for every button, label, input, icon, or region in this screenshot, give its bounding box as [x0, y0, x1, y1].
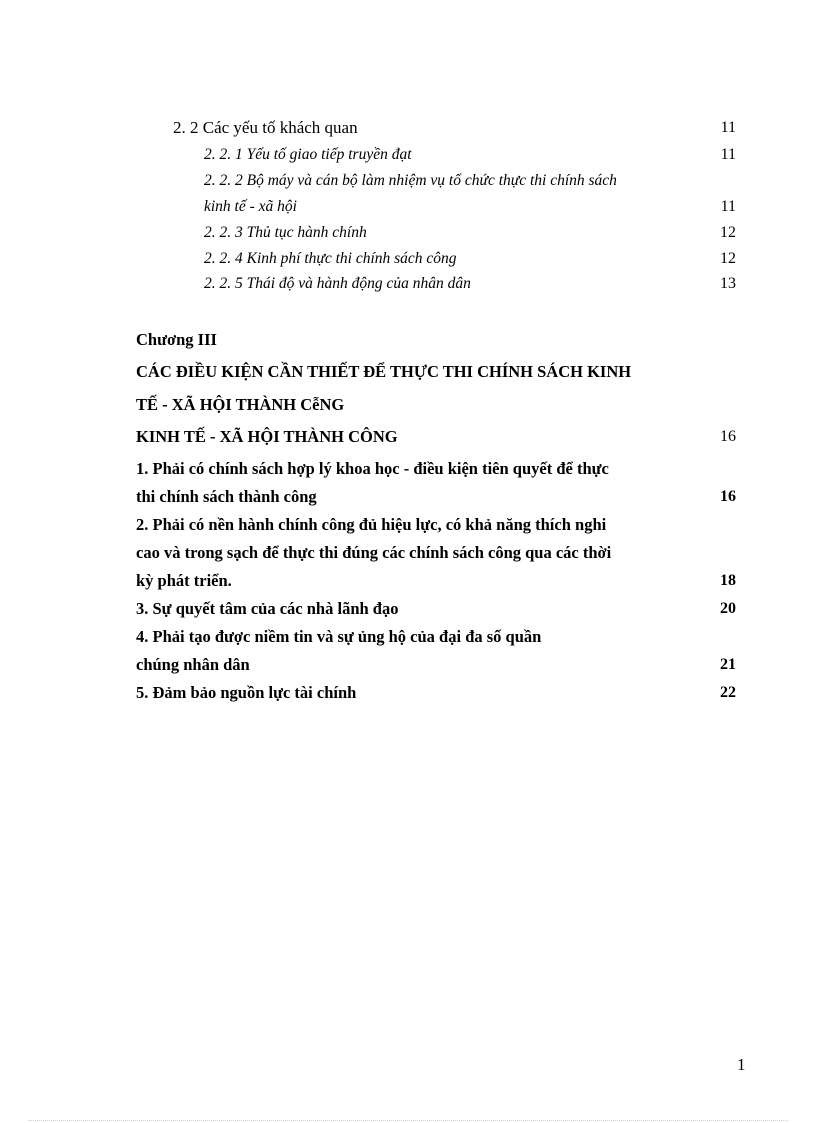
- toc-item-2-2-4: 2. 2. 4 Kinh phí thực thi chính sách công: [204, 250, 457, 267]
- toc-point-1-line2: thi chính sách thành công: [136, 487, 317, 506]
- toc-point-1-line1: 1. Phải có chính sách hợp lý khoa học - điều kiện tiên quyết để thực: [136, 459, 609, 478]
- page-number: 1: [737, 1055, 746, 1074]
- toc-item-2-2-3: 2. 2. 3 Thủ tục hành chính: [204, 224, 367, 241]
- chapter-title-line1: CÁC ĐIỀU KIỆN CẦN THIẾT ĐỂ THỰC THI CHÍNH SÁCH KINH: [136, 362, 632, 381]
- chapter-title-line2: TẾ - XÃ HỘI THÀNH CễNG: [136, 395, 345, 414]
- toc-item-2-2-5: 2. 2. 5 Thái độ và hành động của nhân dân: [204, 275, 471, 292]
- toc-point-5-line1: 5. Đảm bảo nguồn lực tài chính: [136, 683, 357, 702]
- toc-point-3-line1: 3. Sự quyết tâm của các nhà lãnh đạo: [136, 599, 399, 618]
- toc-point-3-page: 20: [720, 600, 736, 617]
- toc-point-4-line2: chúng nhân dân: [136, 655, 250, 674]
- toc-page-2-2-3: 12: [720, 224, 736, 241]
- toc-point-5-page: 22: [720, 684, 736, 701]
- toc-page-2-2-2: 11: [720, 198, 736, 215]
- toc-point-2-line1: 2. Phải có nền hành chính công đủ hiệu lực, có khả năng thích nghi: [136, 515, 607, 534]
- toc-item-2-2-1: 2. 2. 1 Yếu tố giao tiếp truyền đạt: [204, 146, 412, 163]
- toc-page-2-2-5: 13: [720, 275, 736, 292]
- toc-section-2-2: 2. 2 Các yếu tố khách quan: [173, 118, 358, 137]
- toc-point-1-page: 16: [720, 488, 736, 505]
- toc-point-2-line2: cao và trong sạch để thực thi đúng các chính sách công qua các thời: [136, 543, 612, 562]
- toc-point-2-line3: kỳ phát triển.: [136, 571, 232, 590]
- chapter-title-page: 16: [720, 428, 736, 445]
- toc-page-2-2-4: 12: [720, 250, 736, 267]
- toc-point-4-line1: 4. Phải tạo được niềm tin và sự ủng hộ của đại đa số quần: [136, 627, 542, 646]
- toc-item-2-2-2-line1: 2. 2. 2 Bộ máy và cán bộ làm nhiệm vụ tổ chức thực thi chính sách: [204, 172, 617, 189]
- toc-point-2-page: 18: [720, 572, 736, 589]
- toc-page-2-2: 11: [720, 119, 736, 136]
- chapter-title-line3: KINH TẾ - XÃ HỘI THÀNH CÔNG: [136, 427, 398, 446]
- chapter-heading: Chương III: [136, 330, 217, 349]
- toc-item-2-2-2-line2: kinh tế - xã hội: [204, 198, 297, 215]
- toc-page-2-2-1: 11: [720, 146, 736, 163]
- toc-point-4-page: 21: [720, 656, 736, 673]
- page-bottom-divider: [28, 1120, 788, 1121]
